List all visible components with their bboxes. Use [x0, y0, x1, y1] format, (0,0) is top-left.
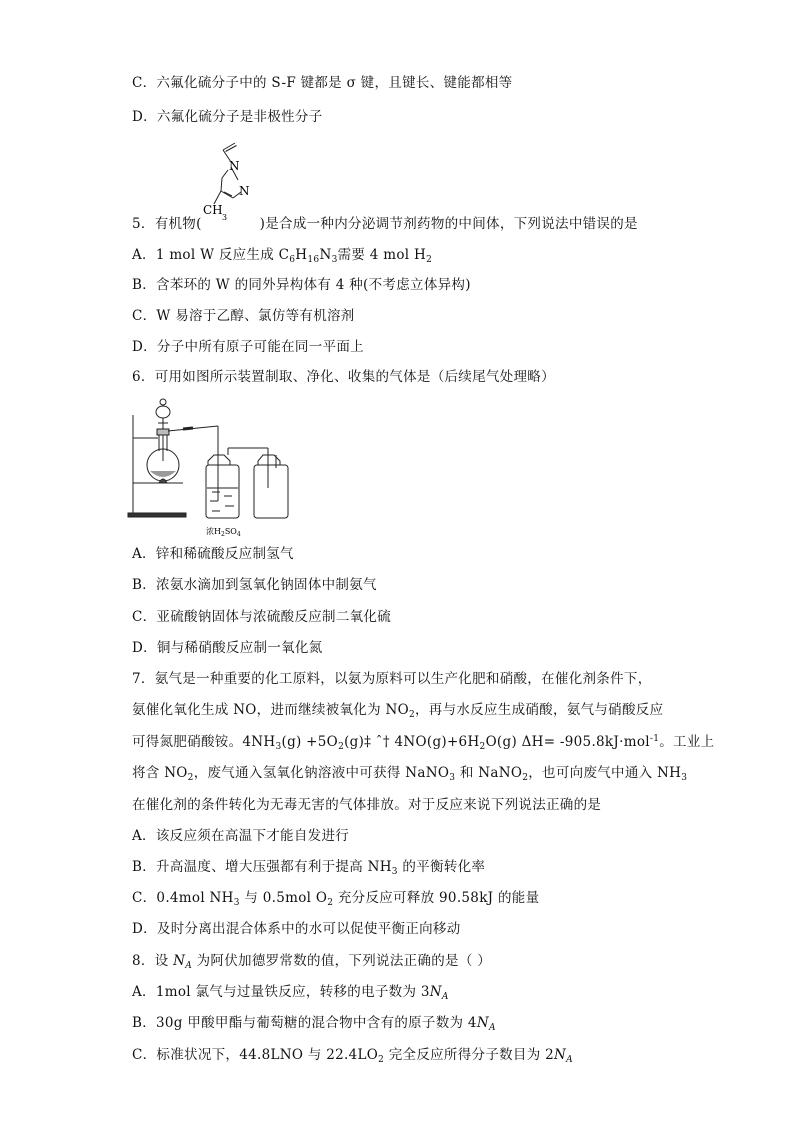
q4-option-c: C．六氟化硫分子中的 S-F 键都是 σ 键，且键长、键能都相等: [132, 75, 513, 91]
q6-fig-label: 浓$H_2SO_4$: [206, 527, 241, 538]
q5-option-a: A．1 mol W 反应生成 $C_6H_{16}N_3$需要 4 mol $H_2$: [132, 247, 433, 265]
q7-paragraph: [132, 664, 715, 821]
q7-option-a: A．该反应须在高温下才能自发进行: [132, 828, 350, 844]
q5-option-d: D．分子中所有原子可能在同一平面上: [132, 339, 364, 355]
q5-mol-sub3: 3: [222, 213, 228, 222]
q7-line-5: 在催化剂的条件转化为无毒无害的气体排放。对于反应来说下列说法正确的是: [132, 796, 602, 813]
q8-stem: 8．设 $N_A$ 为阿伏加德罗常数的值，下列说法正确的是（ ）: [132, 953, 492, 971]
q7-option-d: D．及时分离出混合体系中的水可以促使平衡正向移动: [132, 921, 461, 937]
q5-option-b: B．含苯环的 W 的同外异构体有 4 种(不考虑立体异构): [132, 277, 471, 293]
q6-option-b: B．浓氨水滴加到氢氧化钠固体中制氨气: [132, 577, 377, 593]
q6-stem: 6．可用如图所示装置制取、净化、收集的气体是（后续尾气处理略）: [132, 369, 555, 385]
q5-option-c: C．W 易溶于乙醇、氯仿等有机溶剂: [132, 308, 355, 324]
q5-mol-n1: N: [229, 159, 240, 173]
q8-option-b: B．30g 甲酸甲酯与葡萄糖的混合物中含有的原子数为 $4N_A$: [132, 1015, 496, 1033]
q5-mol-n2: N: [239, 184, 250, 198]
q8-option-a: A．1mol 氯气与过量铁反应，转移的电子数为 $3N_A$: [132, 984, 449, 1002]
q6-option-a: A．锌和稀硫酸反应制氢气: [132, 546, 294, 562]
q8-option-c: C．标准状况下，44.8LNO 与 $22.4LO_2$ 完全反应所得分子数目为 $2N_A$: [132, 1047, 573, 1065]
q7-line-2: 氨催化氧化生成 NO，进而继续被氧化为 $NO_2$，再与水反应生成硝酸，氨气与硝酸反应: [132, 702, 664, 721]
q7-line-1: 7．氨气是一种重要的化工原料，以氨为原料可以生产化肥和硝酸，在催化剂条件下，: [132, 671, 652, 687]
q5-stem: 5．有机物( )是合成一种内分泌调节剂药物的中间体，下列说法中错误的是: [132, 216, 638, 232]
q7-option-c: C．0.4mol $NH_3$ 与 0.5mol $O_2$ 充分反应可释放 90.58kJ 的能量: [132, 890, 540, 908]
q5-molecule-structure: [195, 140, 275, 225]
q7-option-b: B．升高温度、增大压强都有利于提高 $NH_3$ 的平衡转化率: [132, 859, 486, 877]
q7-line-4: 将含 $NO_2$，废气通入氢氧化钠溶液中可获得 NaNO$_3$ 和 NaNO$_2$，也可向废气中通入 $NH_3$: [132, 765, 688, 784]
q6-apparatus-figure: [128, 393, 303, 538]
q6-option-c: C．亚硫酸钠固体与浓硫酸反应制二氧化硫: [132, 609, 392, 625]
q5-mol-ch: CH: [203, 203, 223, 217]
q6-option-d: D．铜与稀硝酸反应制一氧化氮: [132, 640, 323, 656]
q4-option-d: D．六氟化硫分子是非极性分子: [132, 109, 323, 125]
q7-line-3: 可得氮肥硝酸铵。$4NH_3(g)$ $+5O_2(g)\ddagger$ ˆ† $4NO(g)+6H_2O(g)$ ΔH= -905.8kJ·mol$^{-1}$。工业上: [132, 733, 715, 752]
